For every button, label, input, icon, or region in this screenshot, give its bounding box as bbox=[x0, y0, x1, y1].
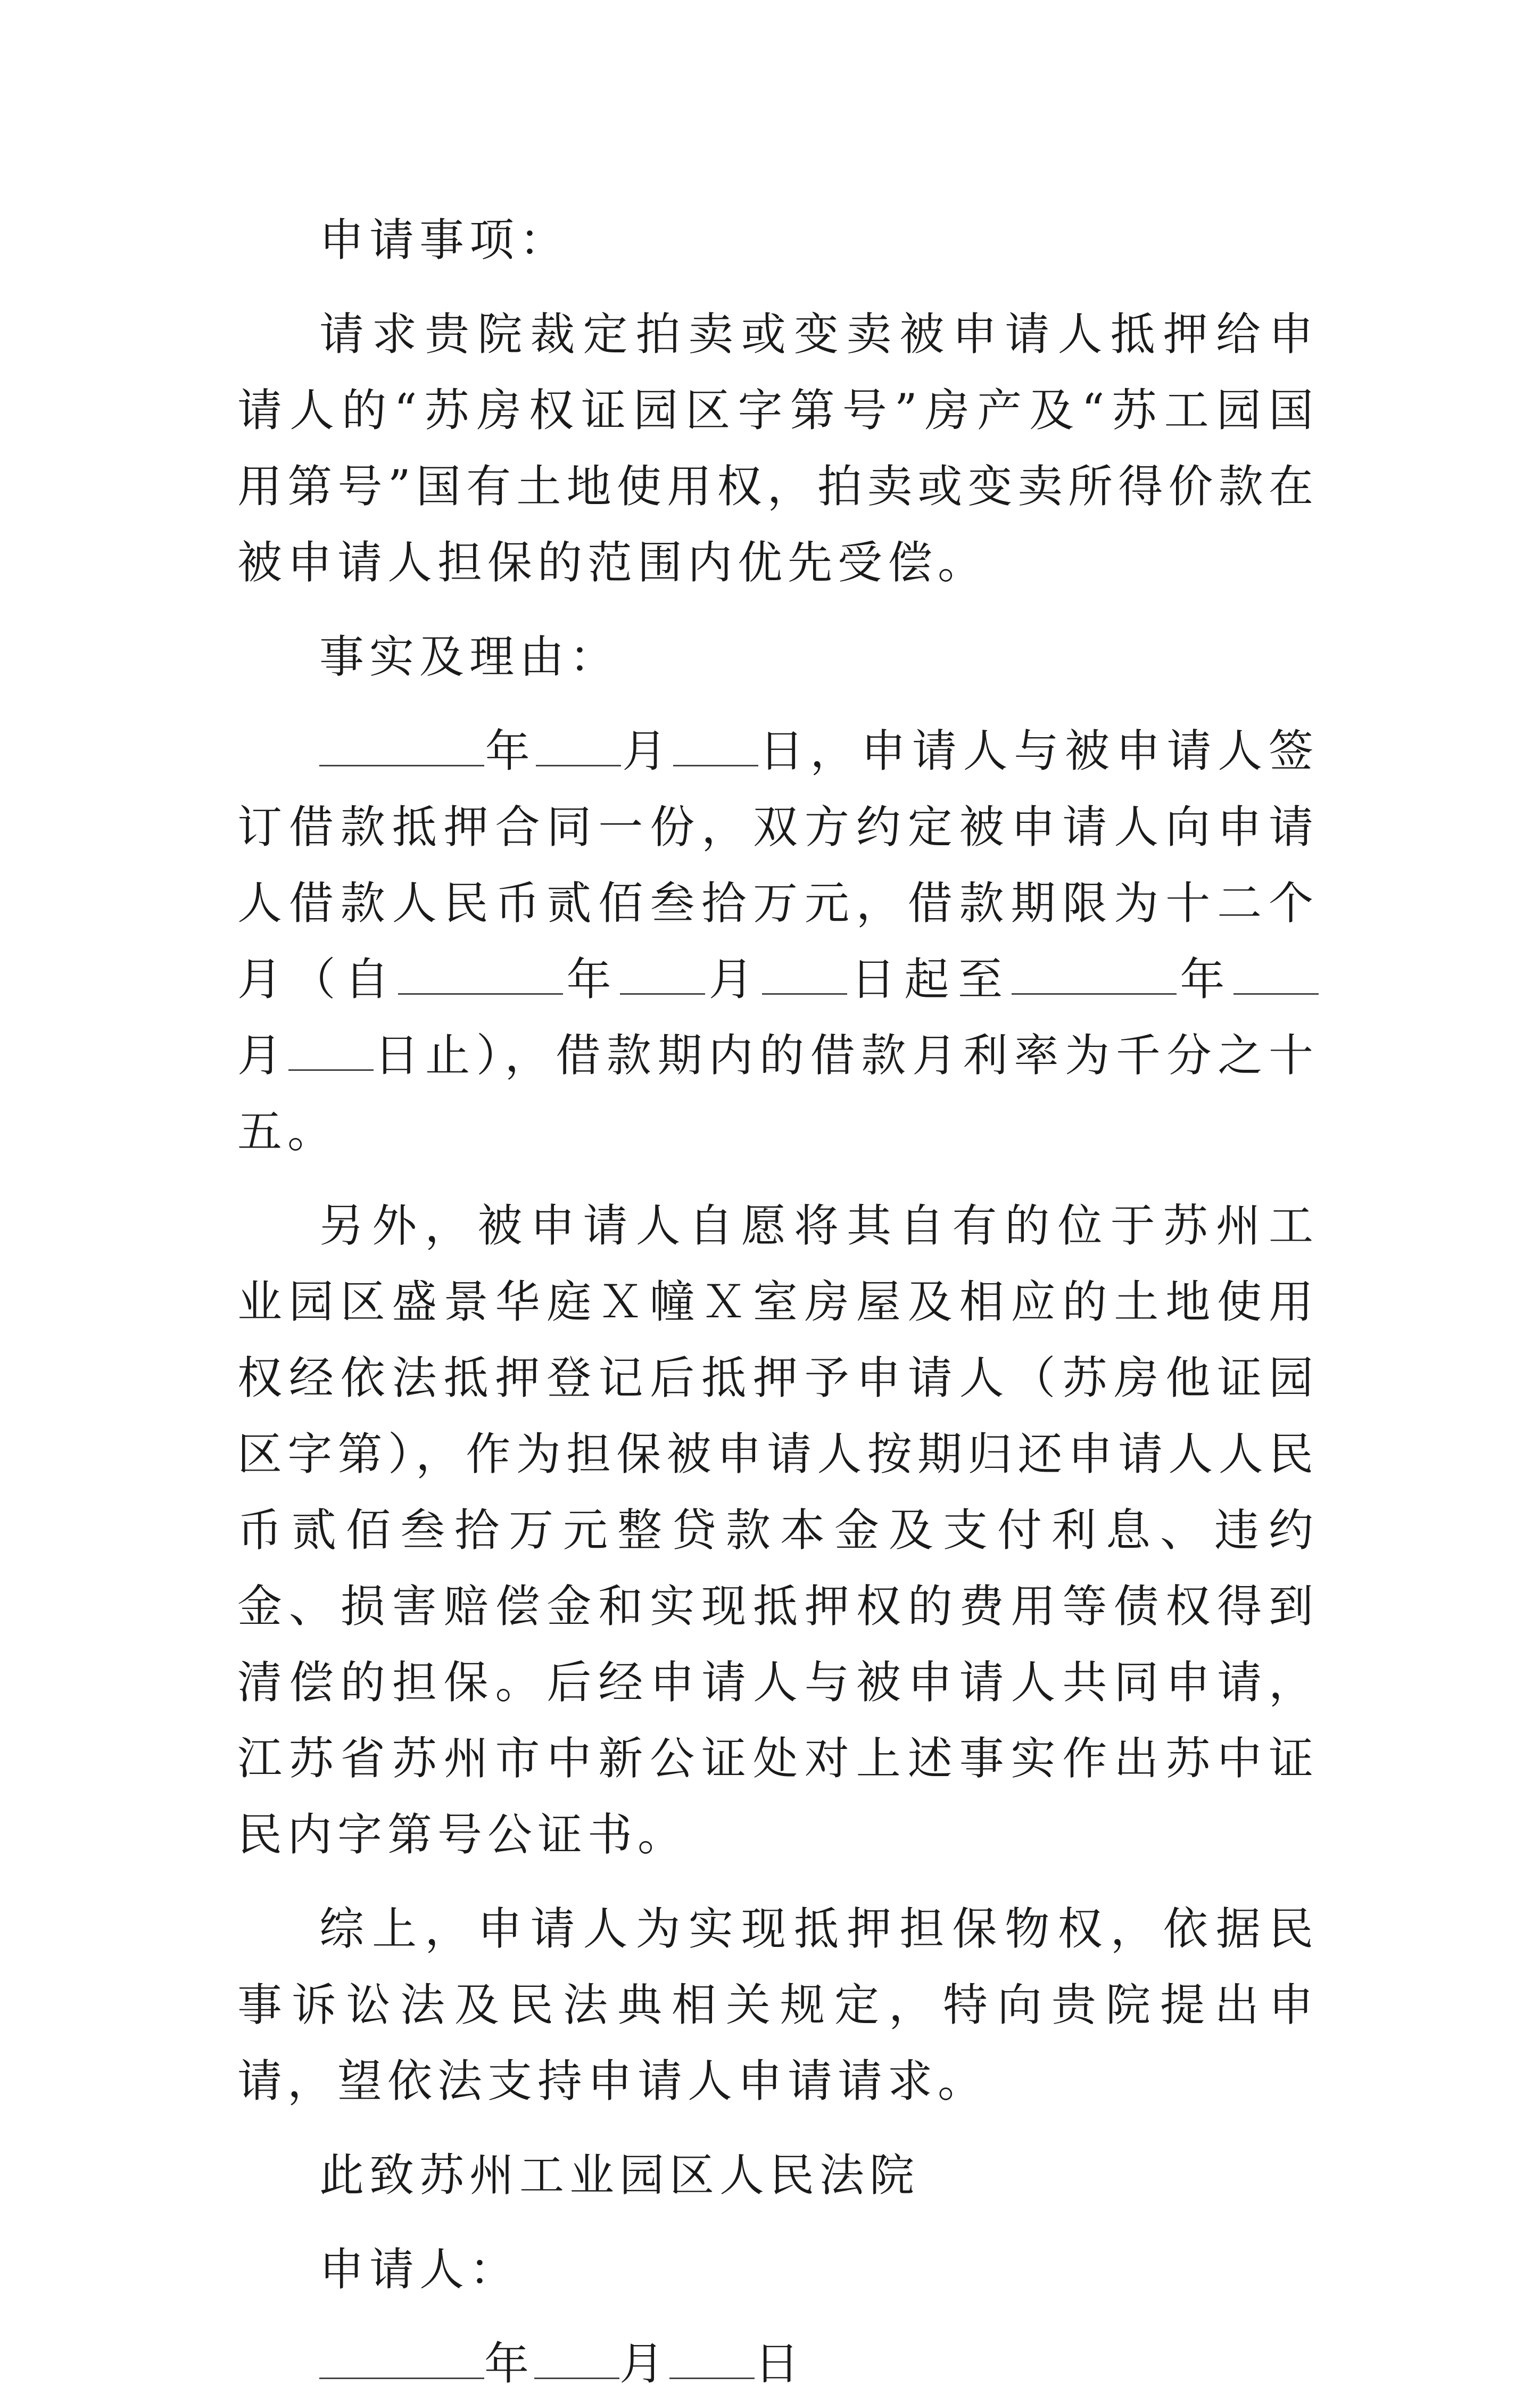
document-body bbox=[237, 202, 1319, 2402]
signature-date bbox=[237, 2326, 1319, 2402]
facts-text-mid: 日起至 bbox=[847, 953, 1012, 1005]
blank-date-day bbox=[669, 2335, 755, 2379]
blank-day-2 bbox=[762, 951, 847, 995]
date-year-char: 年 bbox=[484, 2338, 535, 2390]
date-day-char: 日 bbox=[755, 2338, 805, 2390]
blank-month-3 bbox=[1233, 951, 1319, 995]
month-char-2: 月 bbox=[705, 953, 763, 1005]
request-heading: 申请事项： bbox=[319, 214, 570, 266]
facts-paragraph-3: 综上，申请人为实现抵押担保物权，依据民事诉讼法及民法典相关规定，特向贵院提出申请，望依法支持申请人申请请求。 bbox=[237, 1903, 1319, 2107]
blank-day bbox=[673, 722, 758, 766]
year-char-3: 年 bbox=[1176, 953, 1233, 1005]
blank-day-3 bbox=[288, 1027, 374, 1071]
year-char: 年 bbox=[484, 725, 536, 777]
applicant-label: 申请人： bbox=[319, 2243, 520, 2296]
blank-year-3 bbox=[1012, 951, 1177, 995]
blank-month bbox=[536, 722, 621, 766]
month-char-3: 月 bbox=[237, 1029, 288, 1082]
date-month-char: 月 bbox=[619, 2338, 670, 2390]
blank-date-year bbox=[319, 2335, 484, 2379]
blank-year-2 bbox=[398, 951, 563, 995]
facts-paragraph-1 bbox=[237, 713, 1319, 1170]
blank-date-month bbox=[534, 2335, 619, 2379]
facts-text-tail: 日止），借款期内的借款月利率为千分之十五。 bbox=[237, 1029, 1319, 1158]
blank-year bbox=[319, 722, 484, 766]
year-char-2: 年 bbox=[562, 953, 620, 1005]
blank-month-2 bbox=[620, 951, 705, 995]
facts-text-1: 日，申请人与被申请人签订借款抵押合同一份，双方约定被申请人向申请人借款人民币贰佰叁拾万元，借款期限为十二个月（自 bbox=[237, 725, 1319, 1005]
month-char: 月 bbox=[621, 725, 673, 777]
request-body: 请求贵院裁定拍卖或变卖被申请人抵押给申请人的“苏房权证园区字第号”房产及“苏工园国用第号”国有土地使用权，拍卖或变卖所得价款在被申请人担保的范围内优先受偿。 bbox=[237, 308, 1319, 589]
addressee: 此致苏州工业园区人民法院 bbox=[319, 2149, 920, 2201]
facts-paragraph-2: 另外，被申请人自愿将其自有的位于苏州工业园区盛景华庭Ｘ幢Ｘ室房屋及相应的土地使用权经依法抵押登记后抵押予申请人（苏房他证园区字第），作为担保被申请人按期归还申请人人民币贰佰叁拾万元整贷款本金及支付利息、违约金、损害赔偿金和实现抵押权的费用等债权得到清偿的担保。后经申请人与被申请人共同申请，江苏省苏州市中新公证处对上述事实作出苏中证民内字第号公证书。 bbox=[237, 1200, 1319, 1861]
facts-heading: 事实及理由： bbox=[319, 631, 620, 683]
